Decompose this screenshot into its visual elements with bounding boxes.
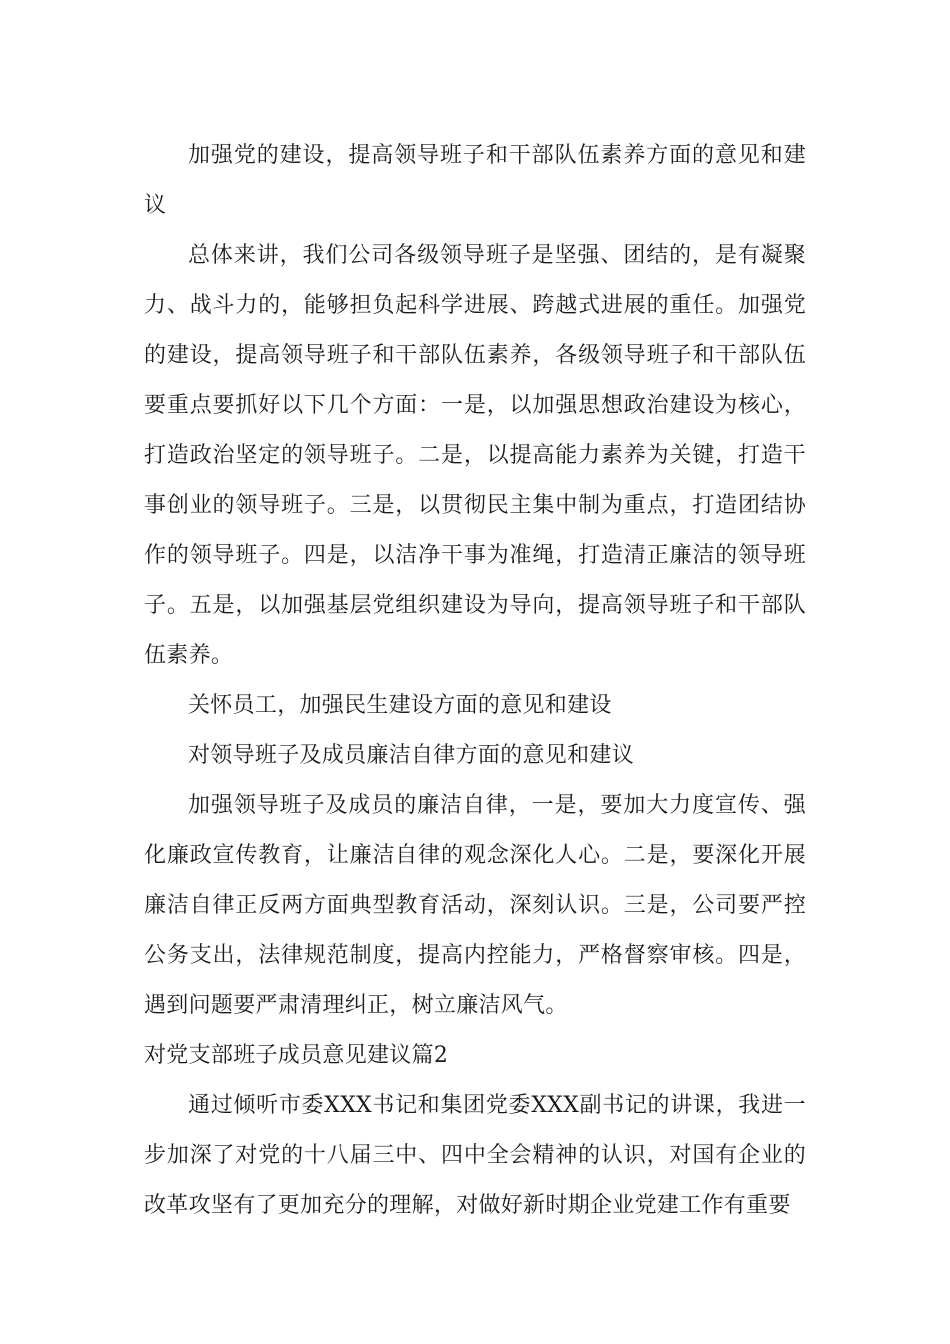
section-heading-employee-care: 关怀员工，加强民生建设方面的意见和建设 (188, 693, 612, 718)
paragraph-integrity-details: 加强领导班子及成员的廉洁自律，一是，要加大力度宣传、强化廉政宣传教育，让廉洁自律的观念深化人心。二是，要深化开展廉洁自律正反两方面典型教育活动，深刻认识。三是，公司要严控公务支出，法律规范制度，提高内控能力，严格督察审核。四是，遇到问题要严肃清理纠正，树立廉洁风气。 (144, 793, 806, 1018)
section-heading-integrity: 对领导班子及成员廉洁自律方面的意见和建议 (188, 743, 635, 768)
document-body (144, 131, 806, 1231)
paragraph-leadership-overview: 总体来讲，我们公司各级领导班子是坚强、团结的，是有凝聚力、战斗力的，能够担负起科学进展、跨越式进展的重任。加强党的建设，提高领导班子和干部队伍素养，各级领导班子和干部队伍要重点要抓好以下几个方面：一是，以加强思想政治建设为核心，打造政治坚定的领导班子。二是，以提高能力素养为关键，打造干事创业的领导班子。三是，以贯彻民主集中制为重点，打造团结协作的领导班子。四是，以洁净干事为准绳，打造清正廉洁的领导班子。五是，以加强基层党组织建设为导向，提高领导班子和干部队伍素养。 (144, 243, 806, 668)
article-title-part-2: 对党支部班子成员意见建议篇2 (144, 1043, 449, 1068)
section-heading-party-building: 加强党的建设，提高领导班子和干部队伍素养方面的意见和建议 (144, 143, 806, 218)
paragraph-lecture-reflection: 通过倾听市委XXX书记和集团党委XXX副书记的讲课，我进一步加深了对党的十八届三中、四中全会精神的认识，对国有企业的改革攻坚有了更加充分的理解，对做好新时期企业党建工作有重要 (144, 1093, 806, 1218)
